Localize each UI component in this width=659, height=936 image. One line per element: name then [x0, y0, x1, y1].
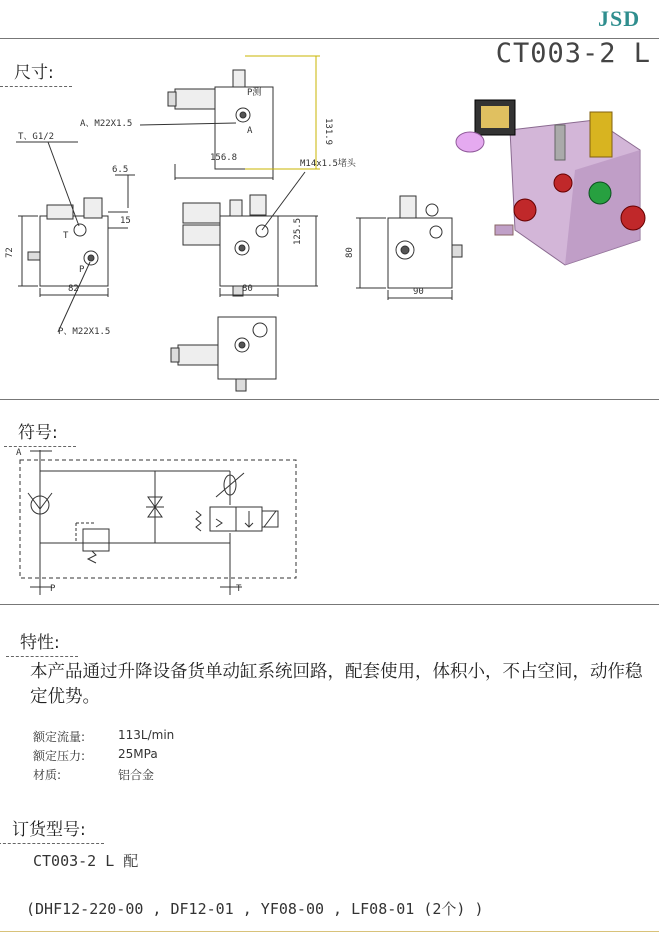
spec-value: 113L/min [118, 728, 175, 742]
spec-row [33, 766, 253, 785]
left-view-block [40, 216, 108, 286]
spec-value: 25MPa [118, 747, 158, 761]
dim-156-8: 156.8 [210, 153, 238, 163]
left-view-solenoid [47, 205, 73, 219]
dim-131-9: 131.9 [323, 118, 333, 146]
label-port-p: P、M22X1.5 [58, 327, 111, 337]
label-port-t: T、G1/2 [18, 132, 55, 142]
front-view-solenoid-1 [183, 203, 220, 223]
symbol-label-a: A [16, 448, 22, 458]
model-title: CT003-2 L [495, 38, 651, 69]
dim-15: 15 [120, 216, 131, 226]
section-title-ordering: 订货型号: [12, 815, 86, 840]
spec-label: 材质: [33, 768, 62, 782]
spec-row [33, 728, 253, 747]
symbol-label-t: T [236, 584, 242, 594]
mark-p: P [79, 265, 85, 275]
dim-80-side: 80 [345, 247, 355, 258]
section-rule-1 [0, 399, 659, 400]
bottom-view-block [218, 317, 276, 379]
symbol-boundary [20, 460, 296, 578]
top-view-valve [233, 70, 245, 87]
label-plug: M14x1.5堵头 [300, 159, 356, 169]
dim-125-5: 125.5 [293, 217, 303, 245]
section-title-dimensions: 尺寸: [14, 58, 54, 83]
dimension-drawing [0, 40, 480, 400]
bottom-rule [0, 931, 659, 932]
solenoid-valve-block-1 [210, 507, 236, 531]
spec-list [33, 728, 253, 785]
spec-row [33, 747, 253, 766]
section-title-symbol: 符号: [18, 418, 58, 443]
relief-valve-symbol [83, 529, 109, 551]
spec-label: 额定流量: [33, 730, 86, 744]
front-view-plug [256, 225, 268, 237]
front-view-solenoid-2 [183, 225, 220, 245]
dim-80-bottom: 80 [242, 284, 253, 294]
dim-6-5: 6.5 [112, 165, 129, 175]
left-view-port-t [74, 224, 86, 236]
dim-82: 82 [68, 284, 79, 294]
order-parts: (DHF12-220-00 , DF12-01 , YF08-00 , LF08-01 (2个) ) [26, 900, 484, 918]
top-view-solenoid [175, 89, 215, 109]
valve-3d-render [455, 90, 653, 270]
dim-90: 90 [413, 287, 424, 297]
mark-t: T [63, 231, 69, 241]
dim-72: 72 [5, 247, 15, 258]
order-model: CT003-2 L 配 [33, 852, 139, 870]
relief-valve-icon [590, 112, 612, 157]
spec-value: 铝合金 [118, 768, 155, 782]
section-title-features: 特性: [20, 628, 60, 653]
feature-description: 本产品通过升降设备货单动缸系统回路，配套使用，体积小，不占空间，动作稳定优势。 [30, 662, 643, 707]
brand-logo: JSD [598, 6, 641, 31]
right-view-block [388, 218, 452, 288]
hydraulic-symbol [10, 445, 310, 595]
mark-a: A [247, 126, 253, 136]
spec-label: 额定压力: [33, 749, 86, 763]
symbol-label-p: P [50, 584, 56, 594]
front-view-block [220, 216, 278, 286]
mark-p-test: P测 [247, 88, 262, 98]
label-port-a: A、M22X1.5 [80, 119, 133, 129]
section-rule-2 [0, 604, 659, 605]
